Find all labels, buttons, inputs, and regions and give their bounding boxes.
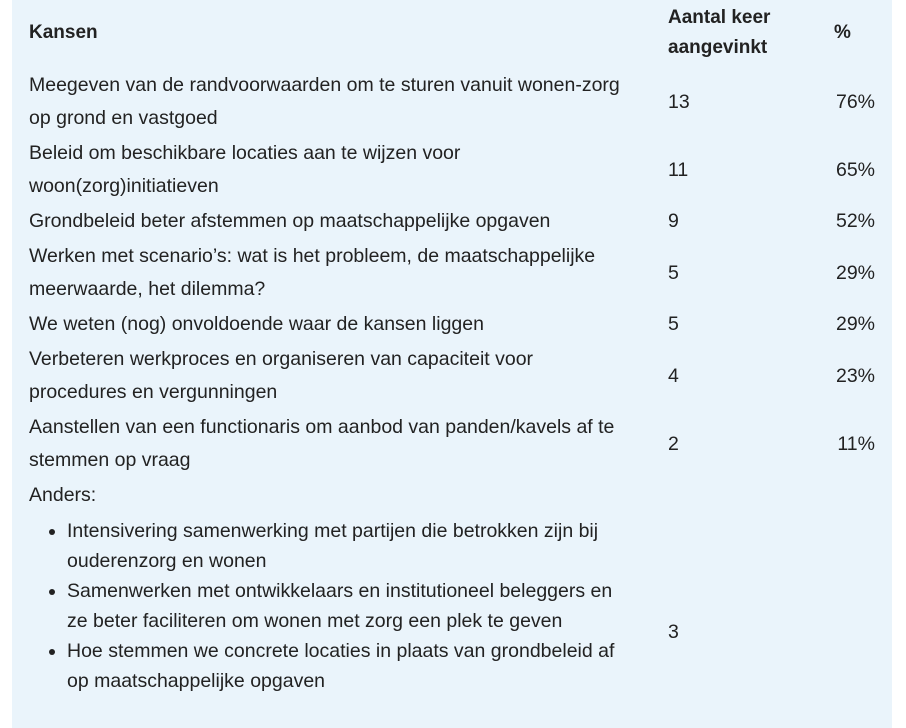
row-kans-line: Beleid om beschikbare locaties aan te wijzen voor [29, 142, 461, 164]
row-kans [12, 307, 668, 342]
table-row [12, 307, 892, 342]
table-container [12, 0, 892, 728]
table-row [12, 239, 892, 307]
list-item-line: Intensivering samenwerking met partijen die betrokken zijn bij [67, 520, 599, 542]
row-kans-line: Grondbeleid beter afstemmen op maatschappelijke opgaven [29, 210, 551, 232]
list-item-line: ouderenzorg en wonen [67, 550, 267, 572]
row-kans [12, 136, 668, 204]
anders-label: Anders: [29, 484, 97, 506]
row-kans [12, 204, 668, 239]
list-item [67, 636, 668, 696]
header-aantal-line-1: Aantal keer [668, 7, 771, 28]
row-count: 2 [668, 432, 679, 455]
row-percent [834, 478, 892, 697]
row-kans-line: woon(zorg)initiatieven [29, 175, 219, 197]
table-row [12, 342, 892, 410]
anders-list [29, 516, 668, 696]
row-kans-line: We weten (nog) onvoldoende waar de kansen liggen [29, 313, 484, 335]
row-count: 11 [668, 158, 689, 181]
row-percent: 52% [835, 210, 875, 232]
list-item-line: op maatschappelijke opgaven [67, 670, 326, 692]
row-kans-line: Verbeteren werkproces en organiseren van capaciteit voor [29, 348, 534, 370]
row-kans-line: meerwaarde, het dilemma? [29, 278, 266, 300]
row-kans-line: Aanstellen van een functionaris om aanbod van panden/kavels af te [29, 416, 615, 438]
table-row [12, 68, 892, 136]
row-count: 4 [668, 364, 679, 387]
list-item [67, 516, 668, 576]
header-kansen: Kansen [29, 22, 98, 43]
row-percent: 65% [835, 158, 875, 181]
row-kans-line: op grond en vastgoed [29, 107, 218, 129]
row-kans [12, 342, 668, 410]
row-kans [12, 239, 668, 307]
list-item [67, 576, 668, 636]
list-item-line: Samenwerken met ontwikkelaars en institutioneel beleggers en [67, 580, 613, 602]
row-count: 3 [668, 620, 679, 643]
table-row [12, 136, 892, 204]
row-kans-line: Meegeven van de randvoorwaarden om te sturen vanuit wonen-zorg [29, 74, 620, 96]
row-percent: 29% [835, 261, 875, 284]
row-kans [12, 410, 668, 478]
table-row [12, 204, 892, 239]
row-kans-line: procedures en vergunningen [29, 381, 278, 403]
header-aantal [668, 0, 834, 68]
row-kans [12, 68, 668, 136]
row-percent: 11% [837, 432, 875, 455]
row-anders [12, 478, 668, 697]
row-count: 5 [668, 261, 679, 284]
list-item-line: Hoe stemmen we concrete locaties in plaats van grondbeleid af [67, 640, 615, 662]
header-aantal-line-2: aangevinkt [668, 37, 768, 58]
header-row [12, 0, 892, 68]
kansen-table [12, 0, 892, 697]
row-kans-line: Werken met scenario’s: wat is het probleem, de maatschappelijke [29, 245, 596, 267]
table-row [12, 410, 892, 478]
table-row-anders [12, 478, 892, 697]
header-percent: % [834, 22, 851, 43]
list-item-line: ze beter faciliteren om wonen met zorg een plek te geven [67, 610, 563, 632]
row-kans-line: stemmen op vraag [29, 449, 191, 471]
row-count: 9 [668, 210, 679, 232]
row-percent: 23% [835, 364, 875, 387]
row-percent: 29% [835, 313, 875, 335]
row-percent: 76% [835, 90, 875, 113]
row-count: 5 [668, 313, 679, 335]
row-count: 13 [668, 90, 690, 113]
